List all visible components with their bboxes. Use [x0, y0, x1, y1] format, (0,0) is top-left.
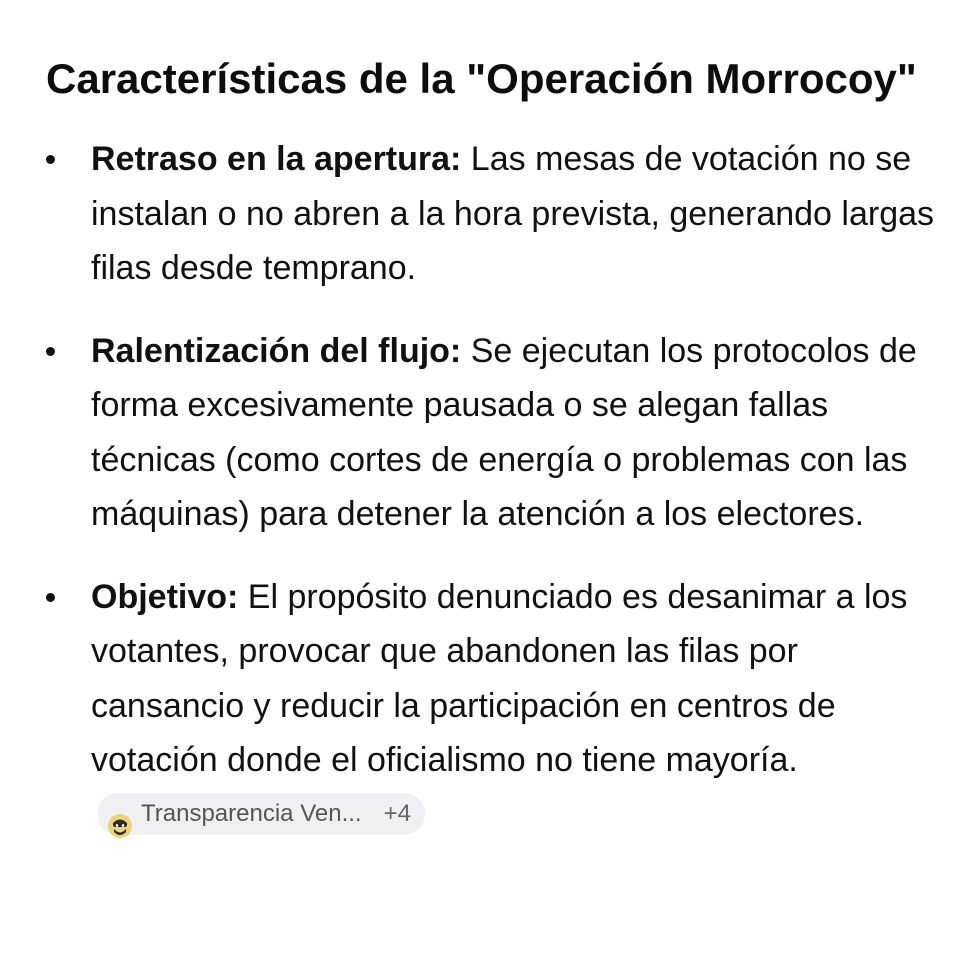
item-text: El propósito denunciado es desanimar a los votantes, provocar que abandonen las filas por cansancio y reducir la participación en centros de votación donde el oficialismo no tiene mayoría. — [91, 577, 908, 779]
source-chip-label: Transparencia Ven... — [141, 799, 362, 827]
bullet-icon — [46, 347, 55, 356]
masked-person-icon — [107, 801, 133, 827]
source-citation-chip[interactable] — [97, 793, 425, 835]
answer-content — [46, 46, 936, 850]
bullet-icon — [46, 155, 55, 164]
section-heading: Características de la "Operación Morrocoy" — [46, 55, 917, 102]
list-item — [46, 132, 936, 296]
item-term: Objetivo: — [91, 577, 239, 616]
item-term: Retraso en la apertura: — [91, 140, 462, 178]
bullet-icon — [46, 593, 55, 602]
list-item — [46, 324, 936, 542]
item-text: Se ejecutan los protocolos de forma excesivamente pausada o se alegan fallas técnicas (como cortes de energía o problemas con las máquinas) para detener la atención a los electores. — [91, 331, 917, 533]
characteristics-list — [46, 132, 936, 842]
item-term: Ralentización del flujo: — [91, 331, 462, 370]
list-item — [46, 570, 936, 843]
source-chip-count: +4 — [383, 799, 411, 827]
item-text: Las mesas de votación no se instalan o no abren a la hora prevista, generando largas filas desde temprano. — [91, 140, 935, 287]
